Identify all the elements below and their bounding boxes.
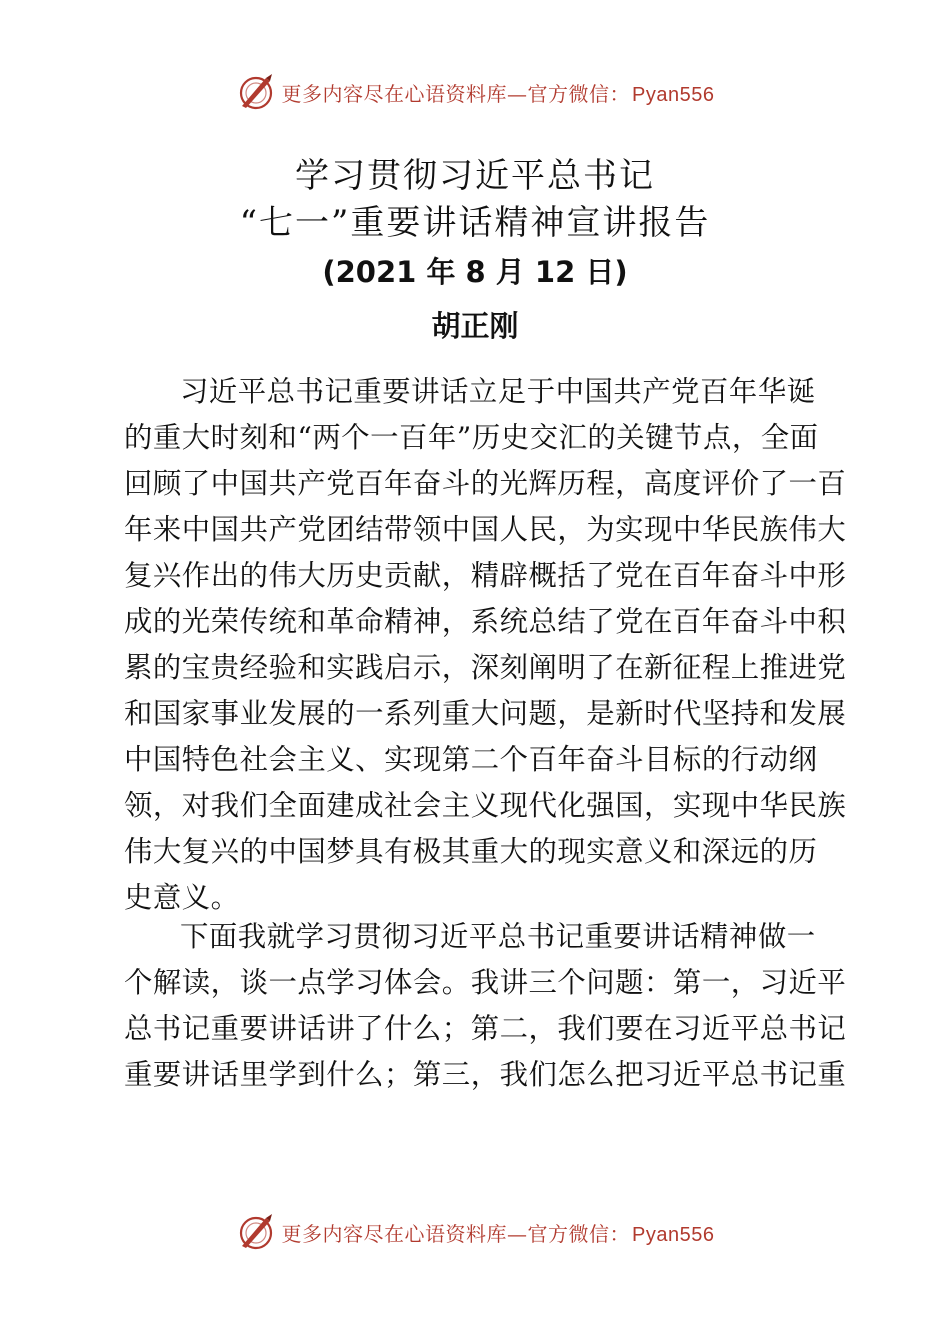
text-line: 和国家事业发展的一系列重大问题，是新时代坚持和发展 bbox=[124, 697, 847, 730]
text-line: 复兴作出的伟大历史贡献，精辟概括了党在百年奋斗中形 bbox=[124, 559, 847, 592]
text-line: 累的宝贵经验和实践启示，深刻阐明了在新征程上推进党 bbox=[124, 651, 847, 684]
body-paragraph-1 bbox=[124, 369, 847, 921]
text-line: 下面我就学习贯彻习近平总书记重要讲话精神做一 bbox=[180, 920, 816, 953]
text-line: 个解读，谈一点学习体会。我讲三个问题：第一，习近平 bbox=[124, 966, 847, 999]
text-line: 成的光荣传统和革命精神，系统总结了党在百年奋斗中积 bbox=[124, 605, 847, 638]
watermark-text: 更多内容尽在心语资料库—官方微信： Pyan556 bbox=[281, 81, 715, 106]
header-watermark bbox=[0, 72, 950, 112]
text-line: 年来中国共产党团结带领中国人民，为实现中华民族伟大 bbox=[124, 513, 847, 546]
watermark-text: 更多内容尽在心语资料库—官方微信： Pyan556 bbox=[281, 1221, 715, 1246]
document-title-line-1: 学习贯彻习近平总书记 bbox=[295, 156, 655, 196]
document-author: 胡正刚 bbox=[431, 309, 519, 343]
text-line: 重要讲话里学到什么；第三，我们怎么把习近平总书记重 bbox=[124, 1058, 847, 1091]
text-line: 史意义。 bbox=[124, 881, 240, 914]
document-date: (2021 年 8 月 12 日) bbox=[322, 255, 628, 289]
text-line: 中国特色社会主义、实现第二个百年奋斗目标的行动纲 bbox=[124, 743, 818, 776]
document-title-line-2: “七一”重要讲话精神宣讲报告 bbox=[239, 203, 711, 243]
text-line: 总书记重要讲话讲了什么；第二，我们要在习近平总书记 bbox=[124, 1012, 847, 1045]
text-line: 习近平总书记重要讲话立足于中国共产党百年华诞 bbox=[180, 375, 816, 408]
footer-watermark bbox=[0, 1212, 950, 1252]
text-line: 回顾了中国共产党百年奋斗的光辉历程，高度评价了一百 bbox=[124, 467, 847, 500]
quill-pen-icon bbox=[236, 72, 276, 112]
text-line: 的重大时刻和“两个一百年”历史交汇的关键节点，全面 bbox=[124, 421, 819, 454]
text-line: 领，对我们全面建成社会主义现代化强国，实现中华民族 bbox=[124, 789, 847, 822]
quill-pen-icon bbox=[236, 1212, 276, 1252]
text-line: 伟大复兴的中国梦具有极其重大的现实意义和深远的历 bbox=[124, 835, 818, 868]
body-paragraph-2 bbox=[124, 914, 847, 1098]
